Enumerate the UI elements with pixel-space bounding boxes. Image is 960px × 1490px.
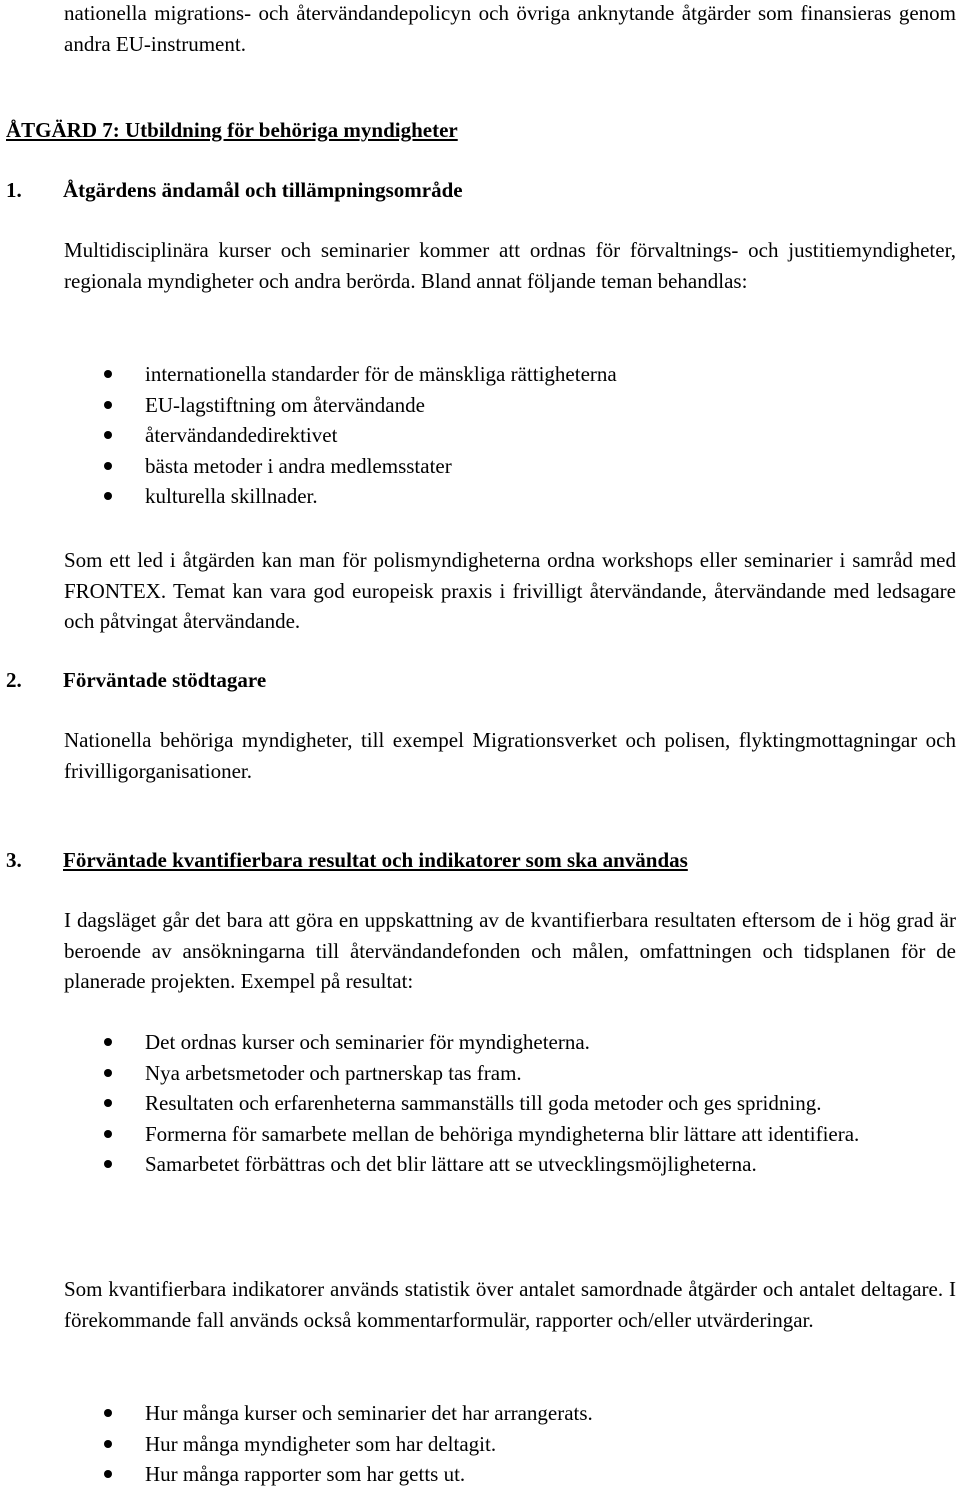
intro-continuation-paragraph: nationella migrations- och återvändandepolicyn och övriga anknytande åtgärder som finansieras genom andra EU-instrument. xyxy=(64,1,956,56)
list-item: internationella standarder för de mänskliga rättigheterna xyxy=(104,359,954,390)
list-item: Samarbetet förbättras och det blir lättare att se utvecklingsmöjligheterna. xyxy=(104,1149,956,1180)
bullet-icon xyxy=(104,401,112,409)
bullet-icon xyxy=(104,492,112,500)
list-item: Det ordnas kurser och seminarier för myndigheterna. xyxy=(104,1027,956,1058)
section-3-heading xyxy=(6,845,688,876)
bullet-icon xyxy=(104,462,112,470)
list-item: kulturella skillnader. xyxy=(104,481,954,512)
list-item: bästa metoder i andra medlemsstater xyxy=(104,451,954,482)
bullet-icon xyxy=(104,431,112,439)
section-1-title: Åtgärdens ändamål och tillämpningsområde xyxy=(63,178,463,202)
bullet-icon xyxy=(104,1409,112,1417)
bullet-icon xyxy=(104,1038,112,1046)
list-item: Hur många rapporter som har getts ut. xyxy=(104,1459,956,1490)
bullet-icon xyxy=(104,1130,112,1138)
list-item: Resultaten och erfarenheterna sammanställs till goda metoder och ges spridning. xyxy=(104,1088,956,1119)
bullet-icon xyxy=(104,370,112,378)
section-2-number: 2. xyxy=(6,668,22,692)
list-item: Hur många myndigheter som har deltagit. xyxy=(104,1429,956,1460)
list-item: Formerna för samarbete mellan de behöriga myndigheterna blir lättare att identifiera. xyxy=(104,1119,956,1150)
section-2-title: Förväntade stödtagare xyxy=(63,668,267,692)
section-3-paragraph: I dagsläget går det bara att göra en uppskattning av de kvantifierbara resultaten eftersom de i hög grad är beroende av ansökningarna till återvändandefonden och målen, omfattningen och tidsplanen för de planerade projekten. Exempel på resultat: xyxy=(64,908,956,993)
bullet-icon xyxy=(104,1440,112,1448)
list-item: återvändandedirektivet xyxy=(104,420,954,451)
list-item: Nya arbetsmetoder och partnerskap tas fram. xyxy=(104,1058,956,1089)
section-3-results-list xyxy=(104,1027,956,1180)
bullet-icon xyxy=(104,1099,112,1107)
section-3-title: Förväntade kvantifierbara resultat och indikatorer som ska användas xyxy=(63,848,688,872)
section-1-theme-list xyxy=(104,359,954,512)
bullet-icon xyxy=(104,1470,112,1478)
list-item: Hur många kurser och seminarier det har arrangerats. xyxy=(104,1398,956,1429)
section-3-indicators-list xyxy=(104,1398,956,1490)
section-3-number: 3. xyxy=(6,848,22,872)
section-3-indicators-paragraph: Som kvantifierbara indikatorer används statistik över antalet samordnade åtgärder och antalet deltagare. I förekommande fall används också kommentarformulär, rapporter och/eller utvärderingar. xyxy=(64,1277,956,1332)
list-item: EU-lagstiftning om återvändande xyxy=(104,390,954,421)
section-1-number: 1. xyxy=(6,178,22,202)
section-2-paragraph: Nationella behöriga myndigheter, till exempel Migrationsverket och polisen, flyktingmottagningar och frivilligorganisationer. xyxy=(64,728,956,783)
section-1-paragraph-2: Som ett led i åtgärden kan man för polismyndigheterna ordna workshops eller seminarier i samråd med FRONTEX. Temat kan vara god europeisk praxis i frivilligt återvändande, återvändande med ledsagare och påtvingat återvändande. xyxy=(64,548,956,633)
bullet-icon xyxy=(104,1160,112,1168)
section-1-heading xyxy=(6,175,463,206)
measure-title: ÅTGÄRD 7: Utbildning för behöriga myndigheter xyxy=(6,118,458,142)
section-2-heading xyxy=(6,665,266,696)
section-1-paragraph: Multidisciplinära kurser och seminarier kommer att ordnas för förvaltnings- och justitiemyndigheter, regionala myndigheter och andra berörda. Bland annat följande teman behandlas: xyxy=(64,238,956,293)
bullet-icon xyxy=(104,1069,112,1077)
